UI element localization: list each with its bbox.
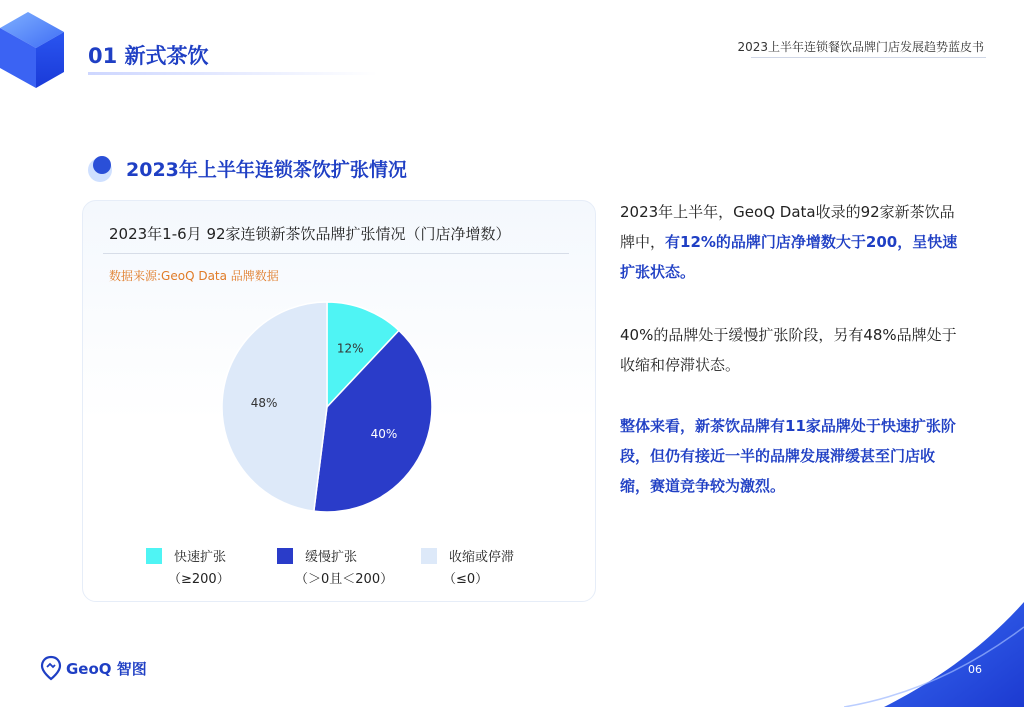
logo-text: GeoQ 智图 (66, 660, 147, 678)
geoq-logo-icon (40, 655, 62, 681)
pie-label: 40% (370, 426, 398, 441)
legend-label: 缓慢扩张 (305, 550, 358, 565)
pie-label: 48% (250, 396, 278, 411)
page-number: 06 (968, 663, 982, 676)
chart-title: 2023年1-6月 92家连锁新茶饮品牌扩张情况（门店净增数） (109, 225, 511, 243)
legend-label: 快速扩张 (174, 550, 227, 565)
legend-range: （＞0且＜200） (295, 572, 394, 587)
paragraph-detail: 40%的品牌处于缓慢扩张阶段，另有48%品牌处于收缩和停滞状态。 (620, 326, 957, 374)
chart-source: 数据来源:GeoQ Data 品牌数据 (109, 269, 279, 283)
legend-range: （≤0） (443, 572, 489, 587)
legend-swatch (421, 548, 437, 564)
legend-swatch (277, 548, 293, 564)
paragraph-conclusion: 整体来看，新茶饮品牌有11家品牌处于快速扩张阶段，但仍有接近一半的品牌发展滞缓甚至门店收缩，赛道竞争较为激烈。 (620, 417, 956, 495)
report-title: 2023上半年连锁餐饮品牌门店发展趋势蓝皮书 (737, 40, 984, 54)
paragraph-summary-highlight: 有12%的品牌门店净增数大于200，呈快速扩张状态。 (620, 233, 958, 281)
pie-label: 12% (336, 341, 364, 356)
decorative-wave (844, 587, 1024, 707)
subsection-title: 2023年上半年连锁茶饮扩张情况 (126, 159, 407, 181)
section-title: 01 新式茶饮 (88, 44, 209, 68)
paragraph-summary-lead: 2023年上半年，GeoQ Data收录的92家新茶饮品牌中， (620, 203, 955, 251)
legend-range: （≥200） (168, 572, 230, 587)
legend-swatch (146, 548, 162, 564)
paragraph-summary (620, 197, 960, 287)
legend-label: 收缩或停滞 (449, 550, 515, 565)
